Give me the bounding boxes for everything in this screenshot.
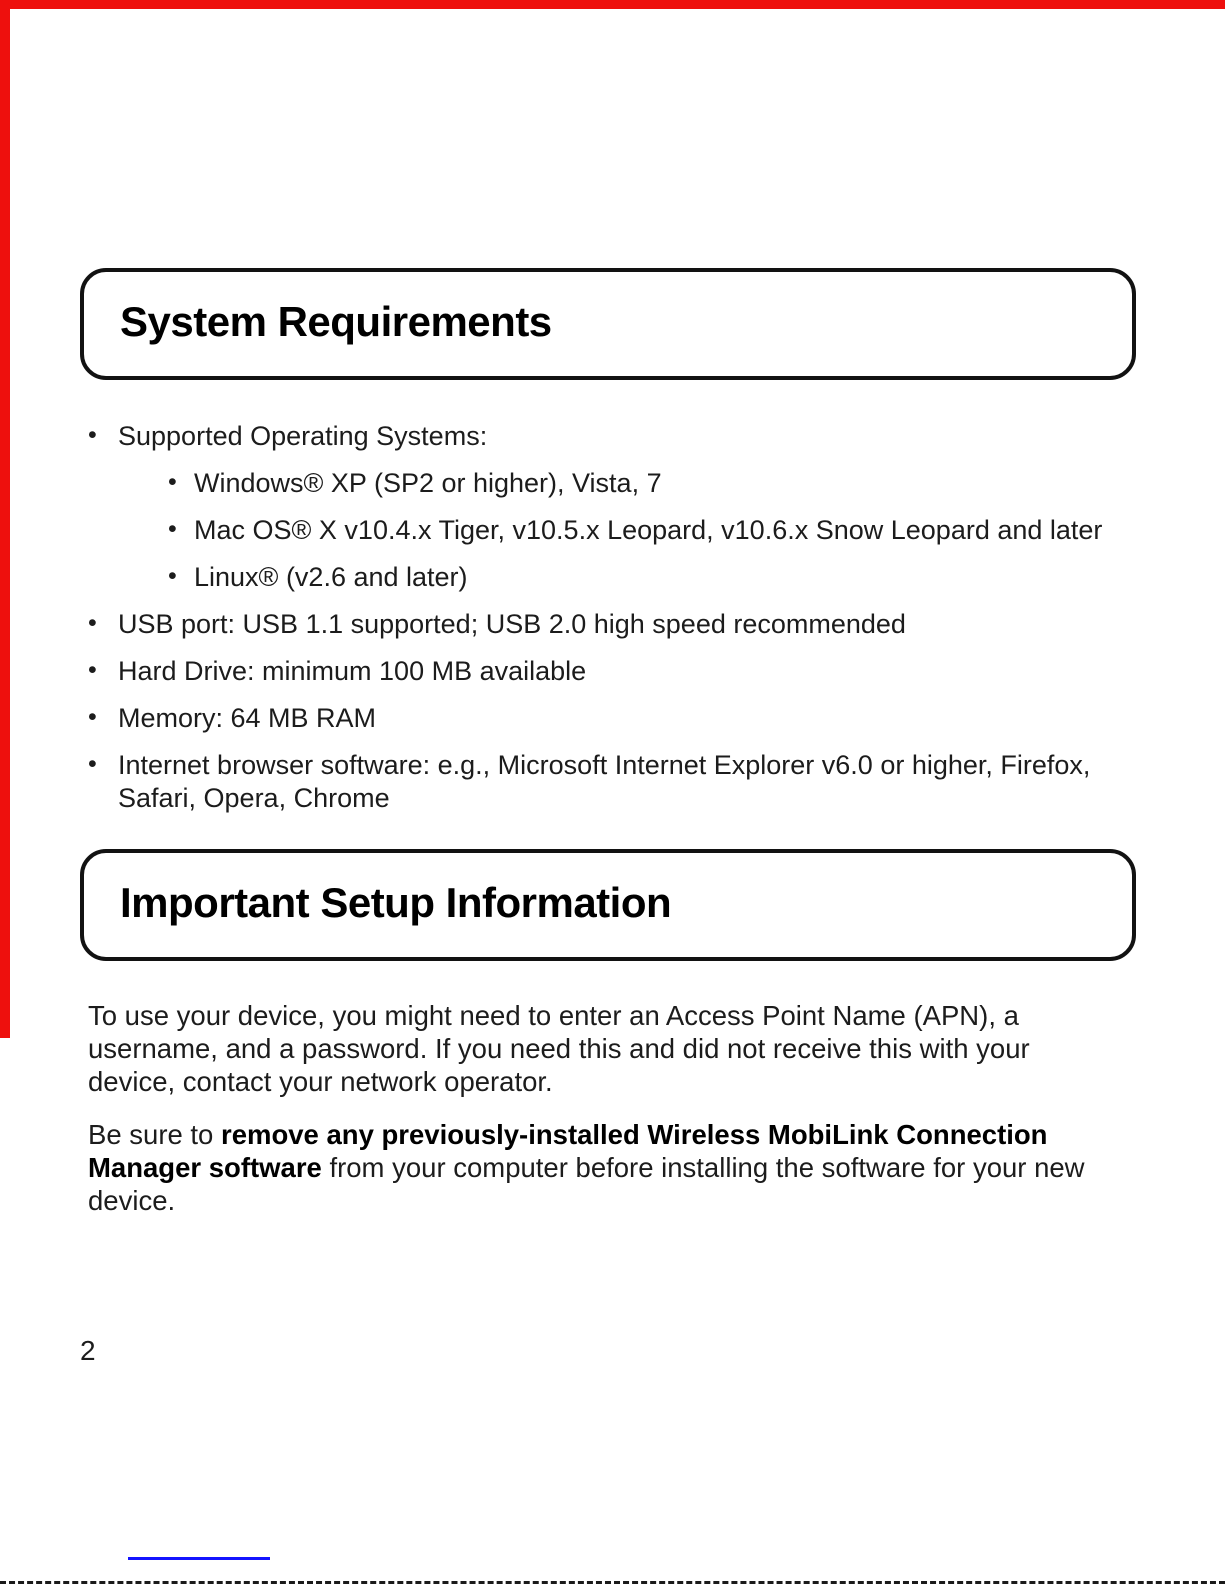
list-item-memory: • Memory: 64 MB RAM — [80, 702, 1136, 735]
page-edge-top — [0, 0, 1225, 9]
page-number: 2 — [80, 1335, 96, 1366]
list-item-browser: • Internet browser software: e.g., Microsoft Internet Explorer v6.0 or higher, Firefox, Safari, Opera, Chrome — [80, 749, 1136, 815]
section-box-setup-information — [80, 849, 1136, 961]
list-item-operating-systems — [80, 420, 1136, 594]
page-content — [80, 268, 1136, 1237]
bottom-dashed-line — [0, 1581, 1225, 1584]
setup-information-title: Important Setup Information — [120, 879, 672, 926]
setup-paragraph2-suffix: from your computer before installing the software for your new device. — [88, 1152, 1085, 1216]
page-edge-left — [0, 0, 10, 1038]
list-item-mac: • Mac OS® X v10.4.x Tiger, v10.5.x Leopard, v10.6.x Snow Leopard and later — [168, 514, 1136, 547]
setup-paragraph-apn: To use your device, you might need to enter an Access Point Name (APN), a username, and a password. If you need this and did not receive this with your device, contact your network operator. — [88, 1000, 1030, 1097]
footer-blue-line — [128, 1557, 270, 1560]
setup-paragraph-remove-software — [88, 1118, 1120, 1217]
os-label: Supported Operating Systems: — [118, 421, 488, 451]
setup-paragraph2-bold: remove any previously-installed Wireless MobiLink Connection Manager software — [88, 1119, 1048, 1183]
list-item-linux: • Linux® (v2.6 and later) — [168, 561, 1136, 594]
os-sub-list — [118, 467, 1136, 594]
list-item-usb-port: • USB port: USB 1.1 supported; USB 2.0 high speed recommended — [80, 608, 1136, 641]
section-box-system-requirements — [80, 268, 1136, 380]
setup-paragraph2-prefix: Be sure to — [88, 1119, 221, 1150]
requirements-list — [80, 420, 1136, 815]
system-requirements-title: System Requirements — [120, 298, 552, 345]
list-item-hard-drive: • Hard Drive: minimum 100 MB available — [80, 655, 1136, 688]
list-item-windows: • Windows® XP (SP2 or higher), Vista, 7 — [168, 467, 1136, 500]
setup-information-body — [80, 999, 1120, 1217]
